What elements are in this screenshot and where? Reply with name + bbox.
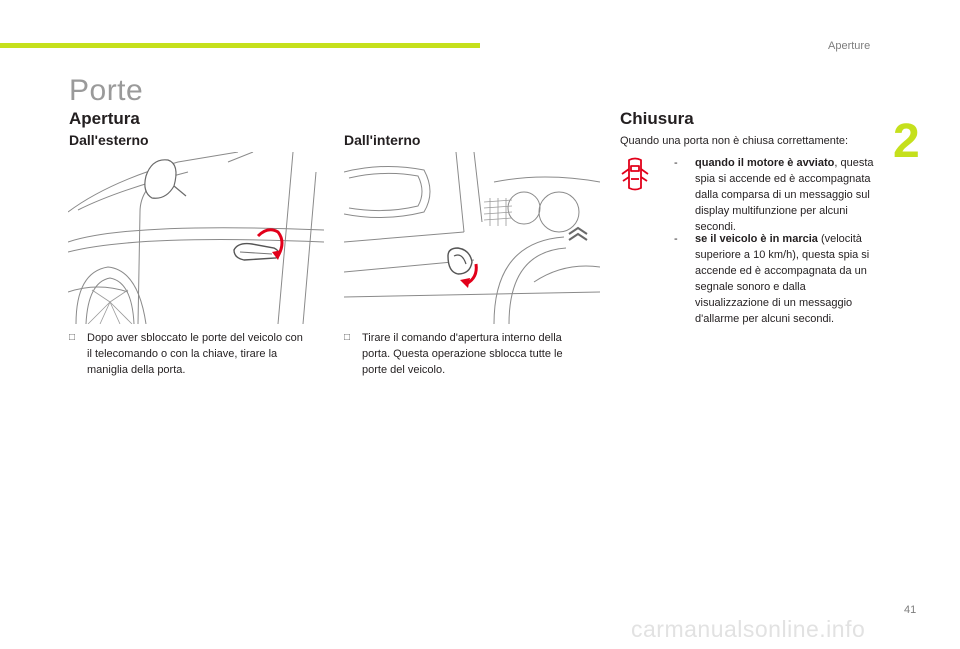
interno-heading: Dall'interno xyxy=(344,132,421,148)
chiusura-heading: Chiusura xyxy=(620,109,694,128)
chiusura-intro: Quando una porta non è chiusa correttamente: xyxy=(620,135,849,147)
esterno-step-text: Dopo aver sbloccato le porte del veicolo con il telecomando o con la chiave, tirare la maniglia della porta. xyxy=(87,332,303,376)
interno-step xyxy=(344,330,584,378)
apertura-heading: Apertura xyxy=(69,109,140,128)
esterno-step xyxy=(69,330,309,378)
section-label: Aperture xyxy=(828,40,871,52)
esterno-heading: Dall'esterno xyxy=(69,132,149,148)
door-open-warning-icon xyxy=(620,157,650,191)
exterior-door-illustration xyxy=(68,152,324,324)
item-text: (velocità superiore a 10 km/h), questa spia si accende ed è accompagnata da un segnale sonoro e dalla visualizzazione di un messaggio d'allarme per alcuni secondi. xyxy=(695,233,870,325)
item-bold: quando il motore è avviato xyxy=(695,157,835,169)
page-title: Porte xyxy=(69,74,144,107)
dash-marker: - xyxy=(674,157,678,169)
chiusura-item-engine-on xyxy=(674,155,874,235)
item-bold: se il veicolo è in marcia xyxy=(695,233,818,245)
checkbox-icon: □ xyxy=(344,332,351,343)
chapter-number: 2 xyxy=(893,115,920,168)
interior-door-illustration xyxy=(344,152,600,324)
item-text: , questa spia si accende ed è accompagnata dalla comparsa di un messaggio sul display multifunzione per alcuni secondi. xyxy=(695,157,874,233)
watermark: carmanualsonline.info xyxy=(631,616,866,642)
dash-marker: - xyxy=(674,233,678,245)
header-accent-bar xyxy=(0,43,480,48)
chiusura-item-moving xyxy=(674,231,874,327)
checkbox-icon: □ xyxy=(69,332,76,343)
page-number: 41 xyxy=(904,604,917,616)
interno-step-text: Tirare il comando d'apertura interno della porta. Questa operazione sblocca tutte le porte del veicolo. xyxy=(362,332,563,376)
